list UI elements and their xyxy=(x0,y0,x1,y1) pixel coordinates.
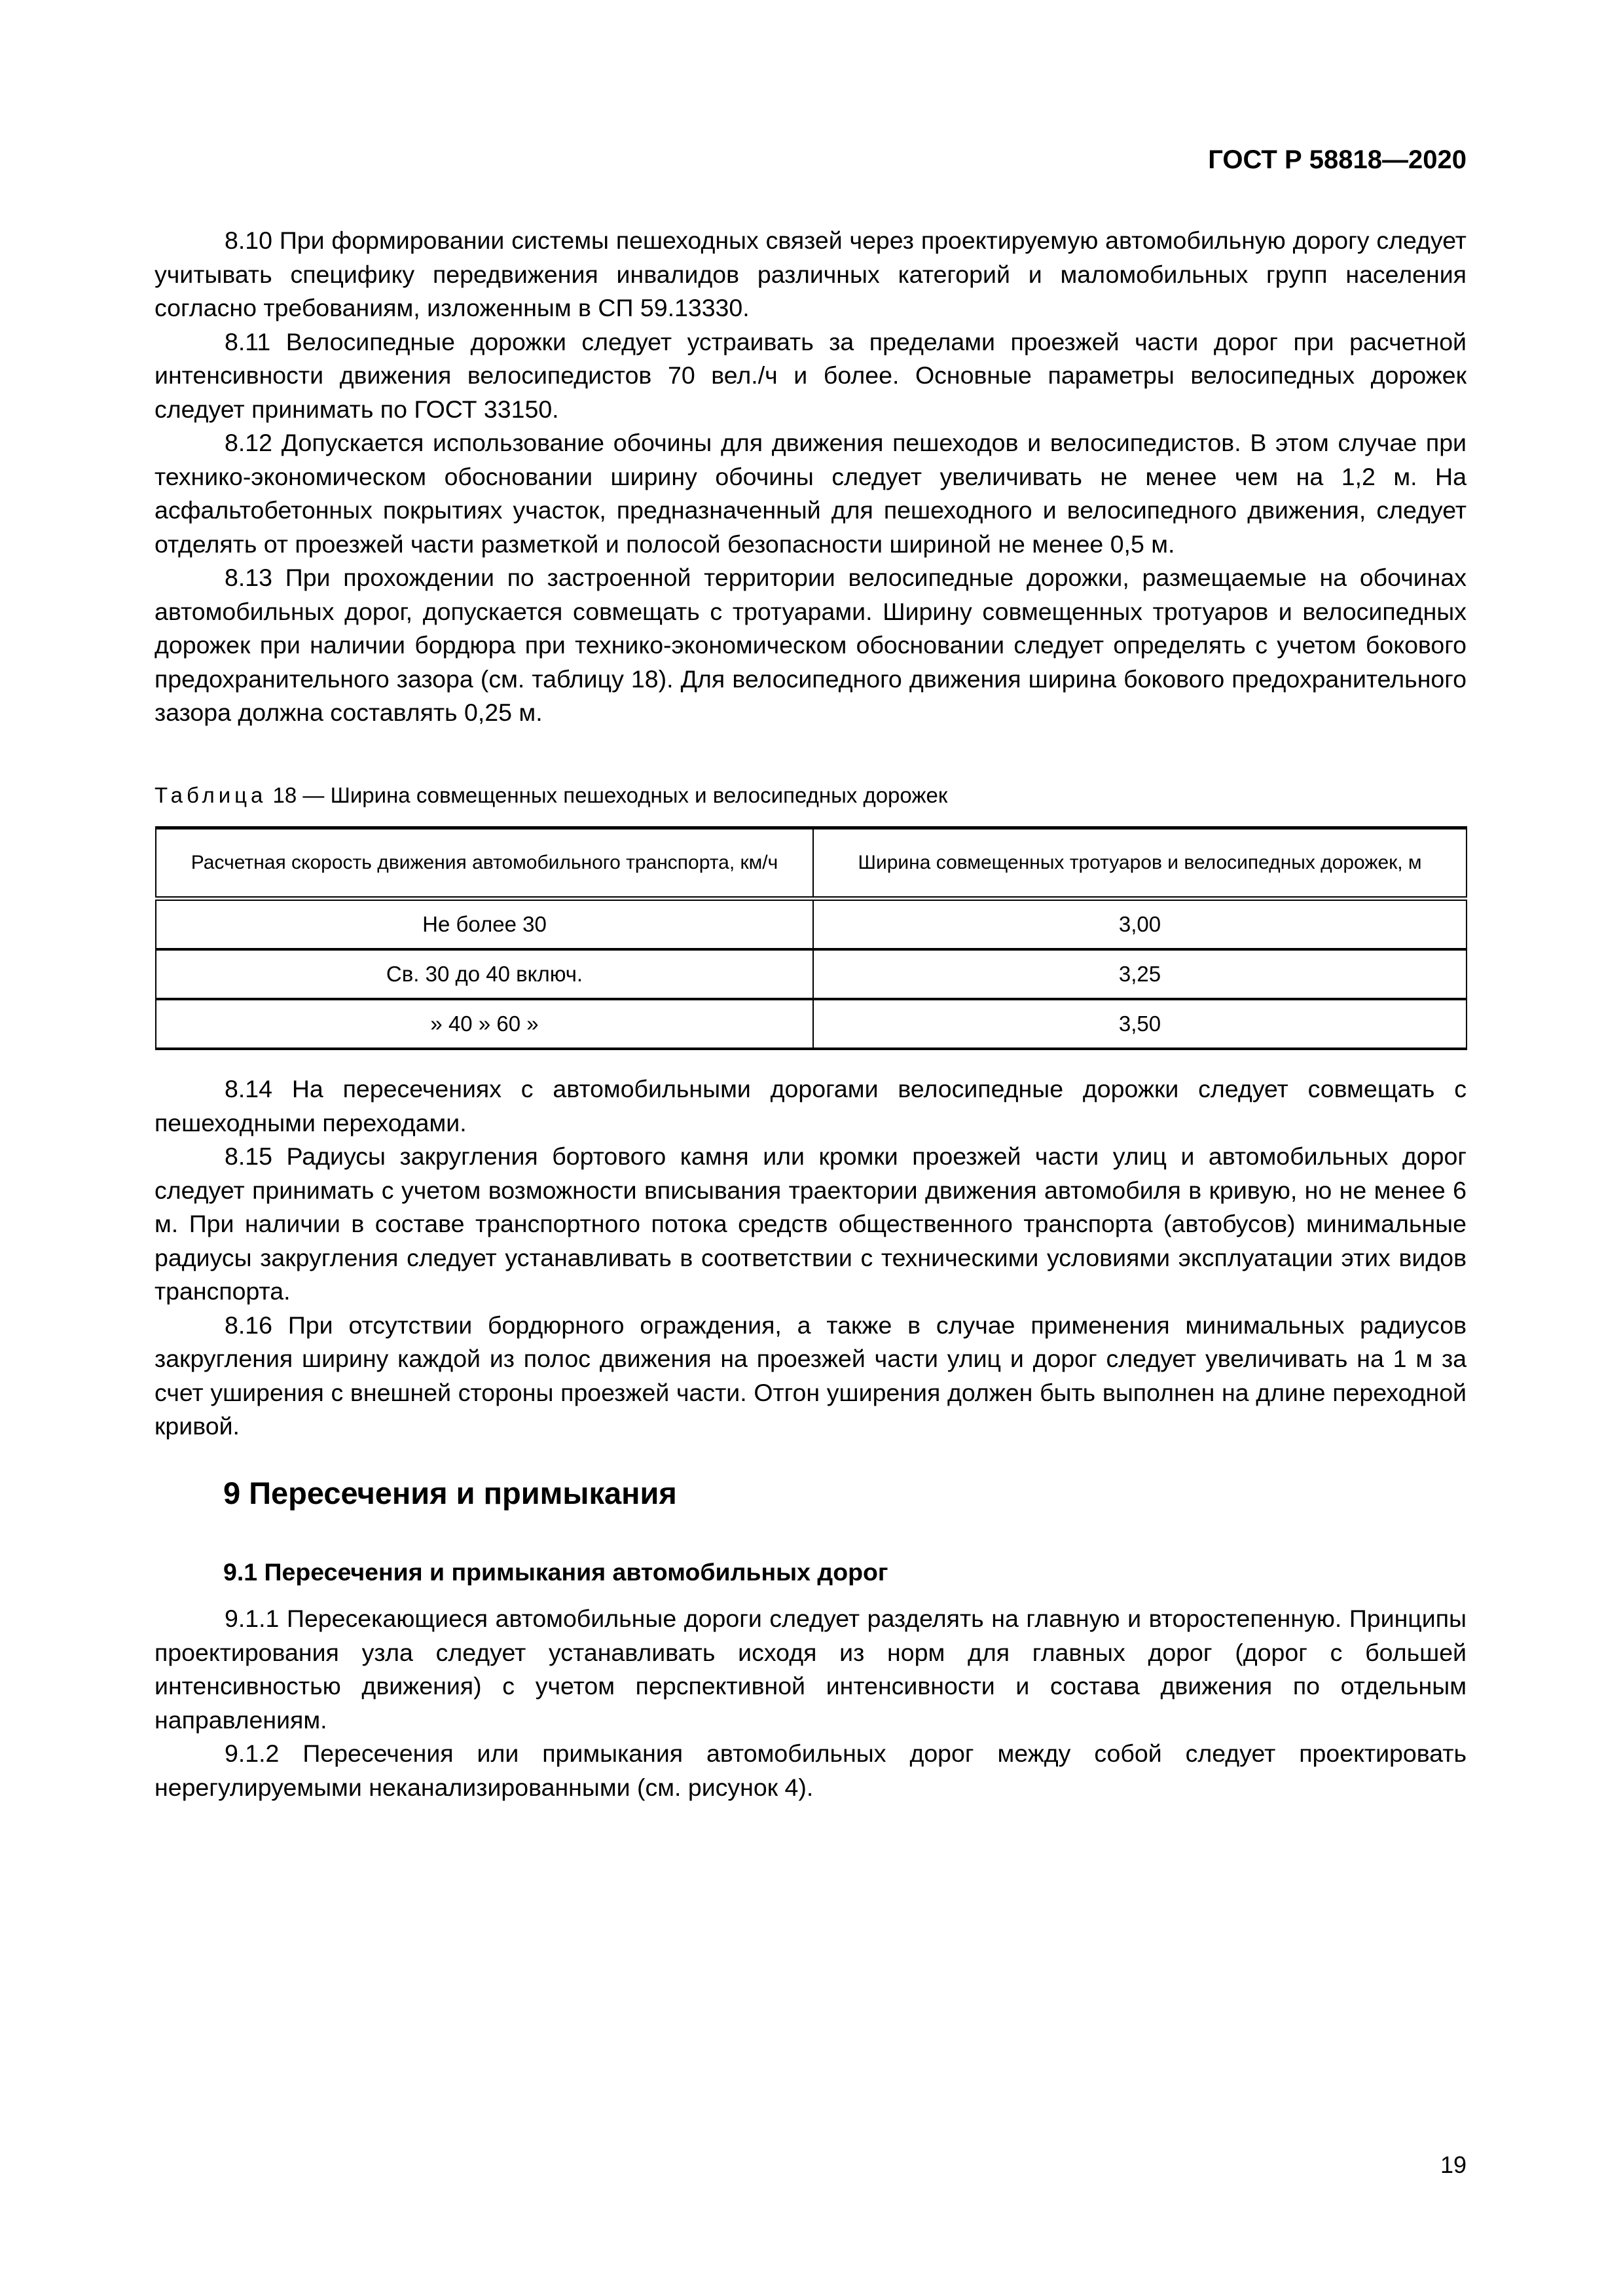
header-width: Ширина совмещенных тротуаров и велосипедных дорожек, м xyxy=(813,828,1467,899)
paragraph-8-13: 8.13 При прохождении по застроенной территории велосипедные дорожки, размещаемые на обочинах автомобильных дорог, допускается совмещать с тротуарами. Ширину совмещенных тротуаров и велосипедных дорожек при наличии бордюра при технико-экономическом обосновании следует определять с учетом бокового предохранительного зазора (см. таблицу 18). Для велосипедного движения ширина бокового предохранительного зазора должна составлять 0,25 м. xyxy=(155,564,1467,726)
table-header-row xyxy=(156,828,1467,899)
page-number: 19 xyxy=(1440,2151,1467,2178)
paragraph-8-14: 8.14 На пересечениях с автомобильными дорогами велосипедные дорожки следует совмещать с пешеходными переходами. xyxy=(155,1075,1467,1137)
cell-width: 3,00 xyxy=(813,899,1467,950)
paragraphs-top xyxy=(155,224,1467,730)
paragraphs-mid xyxy=(155,1072,1467,1444)
paragraph-9-1-2: 9.1.2 Пересечения или примыкания автомобильных дорог между собой следует проектировать нерегулируемыми неканализированными (см. рисунок 4). xyxy=(155,1740,1467,1801)
cell-speed: » 40 » 60 » xyxy=(156,999,813,1049)
table-row xyxy=(156,999,1467,1049)
table-row xyxy=(156,949,1467,999)
paragraphs-bottom xyxy=(155,1602,1467,1804)
paragraph-9-1-1: 9.1.1 Пересекающиеся автомобильные дороги следует разделять на главную и второстепенную. Принципы проектирования узла следует устанавливать исходя из норм для главных дорог (дорог с большей интенсивностью движения) с учетом перспективной интенсивности и состава движения по отдельным направлениям. xyxy=(155,1605,1467,1734)
section-heading: 9 Пересечения и примыкания xyxy=(223,1476,677,1510)
cell-speed: Не более 30 xyxy=(156,899,813,950)
cell-width: 3,50 xyxy=(813,999,1467,1049)
paragraph-8-15: 8.15 Радиусы закругления бортового камня или кромки проезжей части улиц и автомобильных дорог следует принимать с учетом возможности вписывания траектории движения автомобиля в кривую, но не менее 6 м. При наличии в составе транспортного потока средств общественного транспорта (автобусов) минимальные радиусы закругления следует устанавливать в соответствии с техническими условиями эксплуатации этих видов транспорта. xyxy=(155,1142,1467,1305)
table-row xyxy=(156,899,1467,950)
paragraph-8-16: 8.16 При отсутствии бордюрного ограждения, а также в случае применения минимальных радиусов закругления ширину каждой из полос движения на проезжей части улиц и дорог следует увеличивать на 1 м за счет уширения с внешней стороны проезжей части. Отгон уширения должен быть выполнен на длине переходной кривой. xyxy=(155,1311,1467,1440)
table-18 xyxy=(155,826,1467,1050)
paragraph-8-11: 8.11 Велосипедные дорожки следует устраивать за пределами проезжей части дорог при расчетной интенсивности движения велосипедистов 70 вел./ч и более. Основные параметры велосипедных дорожек следует принимать по ГОСТ 33150. xyxy=(155,327,1467,423)
paragraph-8-12: 8.12 Допускается использование обочины для движения пешеходов и велосипедистов. В этом случае при технико-экономическом обосновании ширину обочины следует увеличивать не менее чем на 1,2 м. На асфальтобетонных покрытиях участок, предназначенный для пешеходного и велосипедного движения, следует отделять от проезжей части разметкой и полосой безопасности шириной не менее 0,5 м. xyxy=(155,429,1467,558)
header-speed: Расчетная скорость движения автомобильного транспорта, км/ч xyxy=(156,828,813,899)
subsection-heading: 9.1 Пересечения и примыкания автомобильных дорог xyxy=(223,1558,888,1586)
cell-speed: Св. 30 до 40 включ. xyxy=(156,949,813,999)
paragraph-8-10: 8.10 При формировании системы пешеходных связей через проектируемую автомобильную дорогу следует учитывать специфику передвижения инвалидов различных категорий и маломобильных групп населения согласно требованиям, изложенным в СП 59.13330. xyxy=(155,227,1467,321)
table-caption: Таблица 18 — Ширина совмещенных пешеходных и велосипедных дорожек xyxy=(155,783,948,807)
cell-width: 3,25 xyxy=(813,949,1467,999)
document-id-header: ГОСТ Р 58818—2020 xyxy=(1208,145,1467,174)
